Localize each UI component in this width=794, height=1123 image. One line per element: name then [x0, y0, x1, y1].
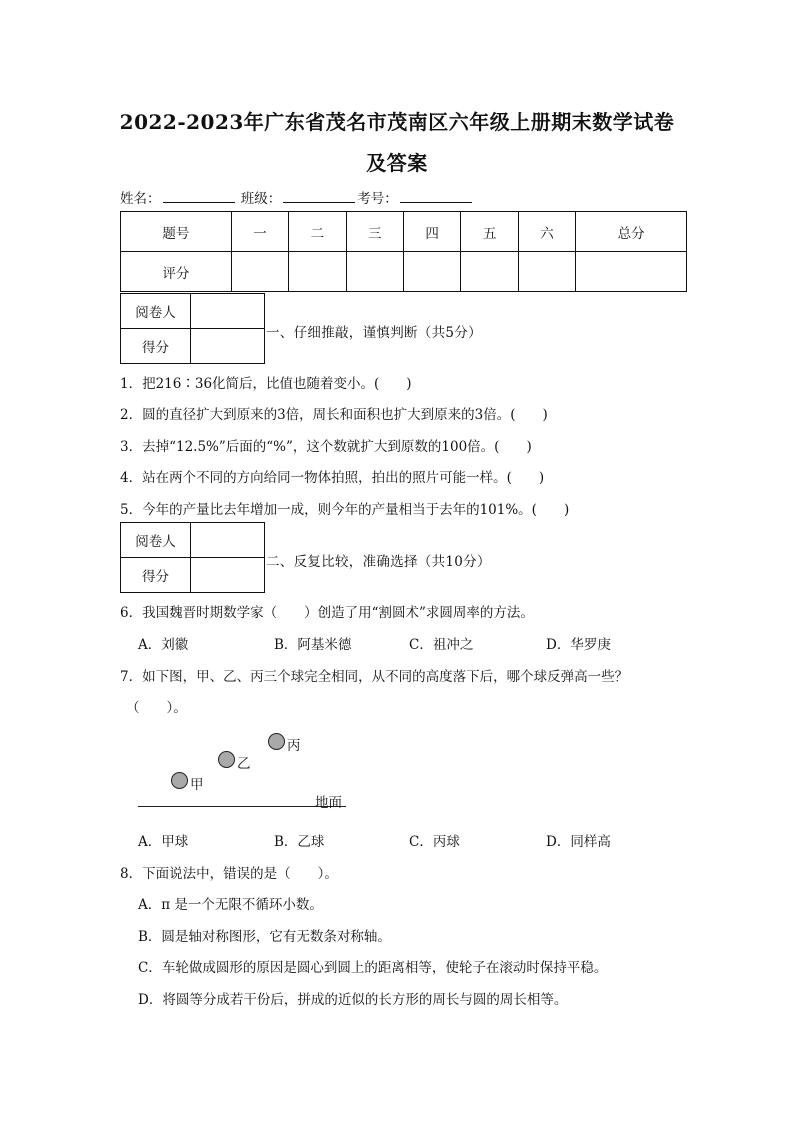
reviewer-label: 阅卷人: [121, 294, 191, 329]
section2-title: 二、反复比较，准确选择（共10分）: [266, 554, 491, 570]
score-cell[interactable]: [518, 252, 575, 292]
question-6: 6．我国魏晋时期数学家（ ）创造了用“割圆术”求圆周率的方法。: [120, 605, 534, 621]
page-title: 2022-2023年广东省茂名市茂南区六年级上册期末数学试卷: [119, 110, 675, 134]
q8-option-d[interactable]: D．将圆等分成若干份后，拼成的近似的长方形的周长与圆的周长相等。: [138, 992, 568, 1008]
q8-option-a[interactable]: A．π 是一个无限不循环小数。: [138, 897, 323, 913]
class-label: 班级：: [240, 191, 282, 207]
class-blank[interactable]: [283, 190, 355, 203]
score-label: 得分: [121, 558, 191, 593]
score-table-header-row: [121, 212, 687, 252]
score-header-cell: 题号: [121, 212, 232, 252]
question-7: 7．如下图，甲、乙、丙三个球完全相同，从不同的高度落下后，哪个球反弹高一些？: [120, 669, 629, 685]
q6-option-d[interactable]: D．华罗庚: [546, 637, 611, 653]
grader-box-section1: [120, 293, 265, 364]
ball-yi: [218, 751, 235, 768]
q6-option-a[interactable]: A．刘徽: [138, 637, 189, 653]
score-header-cell: 六: [518, 212, 575, 252]
score-header-cell: 四: [403, 212, 460, 252]
reviewer-cell[interactable]: [191, 523, 265, 558]
name-blank[interactable]: [163, 190, 235, 203]
ball-jia-label: 甲: [190, 777, 204, 793]
q8-option-c[interactable]: C．车轮做成圆形的原因是圆心到圆上的距离相等，使轮子在滚动时保持平稳。: [138, 960, 608, 976]
ground-label: 地面: [315, 795, 342, 811]
section1-title: 一、仔细推敲，谨慎判断（共5分）: [266, 325, 482, 341]
question-1: 1．把216∶36化简后，比值也随着变小。( ): [120, 376, 412, 392]
page-title-continued: 及答案: [366, 151, 428, 175]
q6-option-b[interactable]: B．阿基米德: [274, 637, 352, 653]
question-5: 5．今年的产量比去年增加一成，则今年的产量相当于去年的101%。( ): [120, 502, 570, 518]
question-8: 8．下面说法中，错误的是（ ）。: [120, 866, 338, 882]
score-row-label: 评分: [121, 252, 232, 292]
question-4: 4．站在两个不同的方向给同一物体拍照，拍出的照片可能一样。( ): [120, 470, 545, 486]
ball-bing-label: 丙: [287, 738, 301, 754]
score-cell[interactable]: [403, 252, 460, 292]
ball-yi-label: 乙: [237, 756, 251, 772]
q7-option-c[interactable]: C．丙球: [409, 834, 460, 850]
score-cell[interactable]: [576, 252, 687, 292]
student-info-line: [120, 187, 474, 207]
score-header-cell: 总分: [576, 212, 687, 252]
score-table: [120, 211, 687, 292]
question-2: 2．圆的直径扩大到原来的3倍，周长和面积也扩大到原来的3倍。( ): [120, 407, 548, 423]
q6-option-c[interactable]: C．祖冲之: [409, 637, 474, 653]
name-label: 姓名：: [120, 191, 161, 207]
reviewer-label: 阅卷人: [121, 523, 191, 558]
question-7-blank: （ ）。: [126, 700, 187, 716]
score-label: 得分: [121, 329, 191, 364]
score-entry-cell[interactable]: [191, 329, 265, 364]
exam-no-label: 考号：: [357, 191, 398, 207]
score-header-cell: 三: [346, 212, 403, 252]
q7-option-b[interactable]: B．乙球: [274, 834, 325, 850]
score-header-cell: 五: [461, 212, 518, 252]
exam-no-blank[interactable]: [400, 190, 472, 203]
reviewer-cell[interactable]: [191, 294, 265, 329]
score-cell[interactable]: [461, 252, 518, 292]
q7-option-d[interactable]: D．同样高: [546, 834, 611, 850]
score-entry-cell[interactable]: [191, 558, 265, 593]
grader-box-section2: [120, 522, 265, 593]
score-table-score-row: [121, 252, 687, 292]
q7-option-a[interactable]: A．甲球: [138, 834, 189, 850]
ball-bing: [268, 733, 285, 750]
question-3: 3．去掉“12.5%”后面的“%”，这个数就扩大到原数的100倍。( ): [120, 439, 532, 455]
ball-jia: [171, 772, 188, 789]
score-cell[interactable]: [346, 252, 403, 292]
q8-option-b[interactable]: B．圆是轴对称图形，它有无数条对称轴。: [138, 929, 391, 945]
score-header-cell: 二: [289, 212, 346, 252]
score-cell[interactable]: [231, 252, 288, 292]
score-cell[interactable]: [289, 252, 346, 292]
score-header-cell: 一: [231, 212, 288, 252]
